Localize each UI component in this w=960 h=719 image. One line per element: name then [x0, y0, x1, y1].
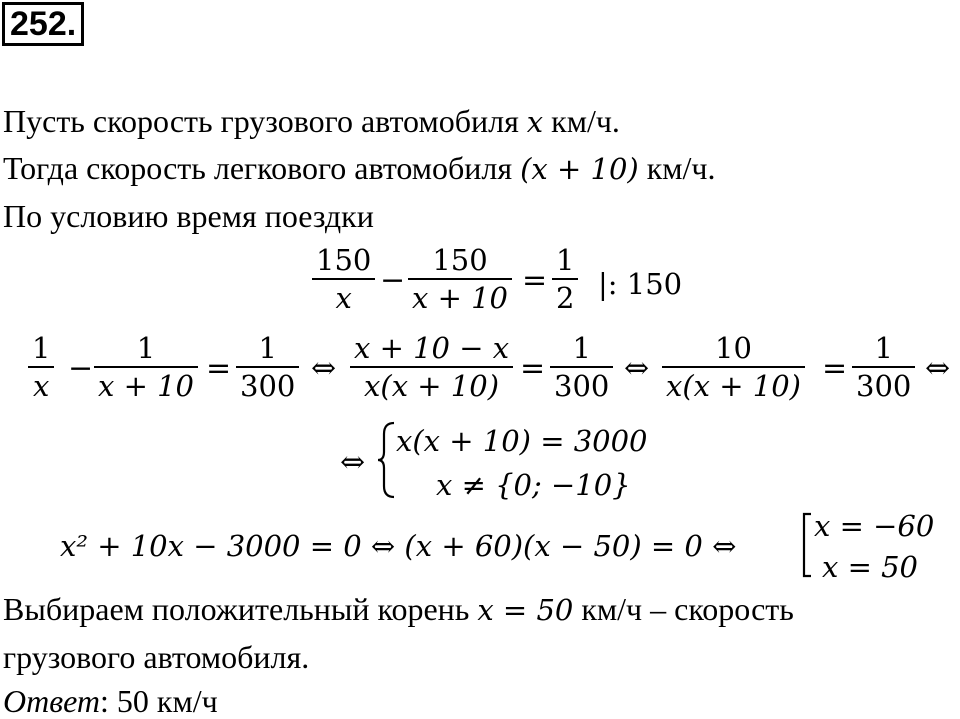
- eq1-fraction-1: [312, 242, 375, 316]
- eq2-b-num: 1: [136, 331, 156, 365]
- eq1-f2-num: 150: [432, 243, 488, 277]
- answer-label: Ответ: [3, 683, 100, 719]
- eq1-fraction-2: [408, 242, 512, 316]
- eq2-fraction-e: [550, 330, 613, 404]
- eq1-f2-den: x + 10: [412, 281, 508, 315]
- line-2-unit: км/ч.: [638, 150, 716, 186]
- eq4-root-1: x = −60: [814, 509, 935, 543]
- eq2-d-den: x(x + 10): [364, 369, 500, 403]
- line-2-text: Тогда скорость легкового автомобиля: [3, 150, 521, 186]
- system-brace-icon: [376, 420, 398, 500]
- answer-value: : 50 км/ч: [100, 683, 218, 719]
- eq2-c-den: 300: [240, 369, 296, 403]
- eq2-fraction-g: [852, 330, 915, 404]
- eq2-minus: −: [68, 351, 94, 386]
- eq2-equals-3: =: [822, 351, 848, 386]
- eq2-b-den: x + 10: [98, 369, 194, 403]
- eq2-fraction-d: [350, 330, 513, 404]
- eq2-fraction-f: [662, 330, 805, 404]
- eq4-root-2: x = 50: [822, 550, 918, 584]
- roots-bracket-icon: [800, 512, 814, 578]
- eq2-fraction-a: [28, 330, 54, 404]
- line-2: [3, 152, 716, 184]
- eq2-equals-2: =: [520, 351, 546, 386]
- eq2-fraction-c: [236, 330, 299, 404]
- eq2-f-den: x(x + 10): [666, 369, 801, 403]
- eq2-e-den: 300: [554, 369, 610, 403]
- eq2-iff-1: ⇔: [311, 351, 337, 386]
- eq2-d-num: x + 10 − x: [354, 331, 510, 365]
- conclusion-expr: x = 50: [477, 593, 574, 627]
- line-1-text: Пусть скорость грузового автомобиля: [3, 103, 527, 139]
- eq2-fraction-b: [94, 330, 198, 404]
- eq2-g-num: 1: [874, 331, 893, 365]
- eq2-f-num: 10: [715, 331, 752, 365]
- conclusion-text-2: км/ч – скорость: [573, 591, 794, 627]
- system-row-2: x ≠ {0; −10}: [436, 468, 631, 502]
- problem-number: 252.: [2, 2, 84, 46]
- conclusion-line-2: грузового автомобиля.: [3, 639, 310, 675]
- eq2-c-num: 1: [258, 331, 277, 365]
- system-row-1: x(x + 10) = 3000: [396, 424, 648, 458]
- line-1-unit: км/ч.: [543, 103, 620, 139]
- eq1-divide: |: 150: [598, 267, 683, 301]
- answer-line: [3, 685, 218, 717]
- eq1-f3-den: 2: [556, 281, 575, 315]
- eq1-f1-den: x: [335, 281, 352, 315]
- eq1-f1-num: 150: [316, 243, 372, 277]
- eq2-e-num: 1: [572, 331, 591, 365]
- eq1-equals: =: [522, 263, 548, 298]
- eq2-g-den: 300: [856, 369, 912, 403]
- eq1-minus: −: [380, 263, 406, 298]
- line-1-var: x: [526, 105, 544, 139]
- conclusion-text-1: Выбираем положительный корень: [3, 591, 478, 627]
- line-2-expr: (x + 10): [520, 152, 639, 186]
- eq2-iff-3: ⇔: [925, 351, 951, 386]
- eq1-f3-num: 1: [556, 243, 575, 277]
- eq1-fraction-3: [552, 242, 578, 316]
- line-3: По условию время поездки: [3, 198, 374, 234]
- eq2-iff-2: ⇔: [624, 351, 650, 386]
- eq2-a-num: 1: [32, 331, 51, 365]
- system-iff: ⇔: [340, 445, 366, 480]
- eq2-equals-1: =: [206, 351, 232, 386]
- eq4-expression: x² + 10x − 3000 = 0 ⇔ (x + 60)(x − 50) = 0 ⇔: [60, 529, 737, 563]
- line-1: [3, 105, 620, 137]
- conclusion-line-1: [3, 593, 794, 625]
- eq2-a-den: x: [33, 369, 50, 403]
